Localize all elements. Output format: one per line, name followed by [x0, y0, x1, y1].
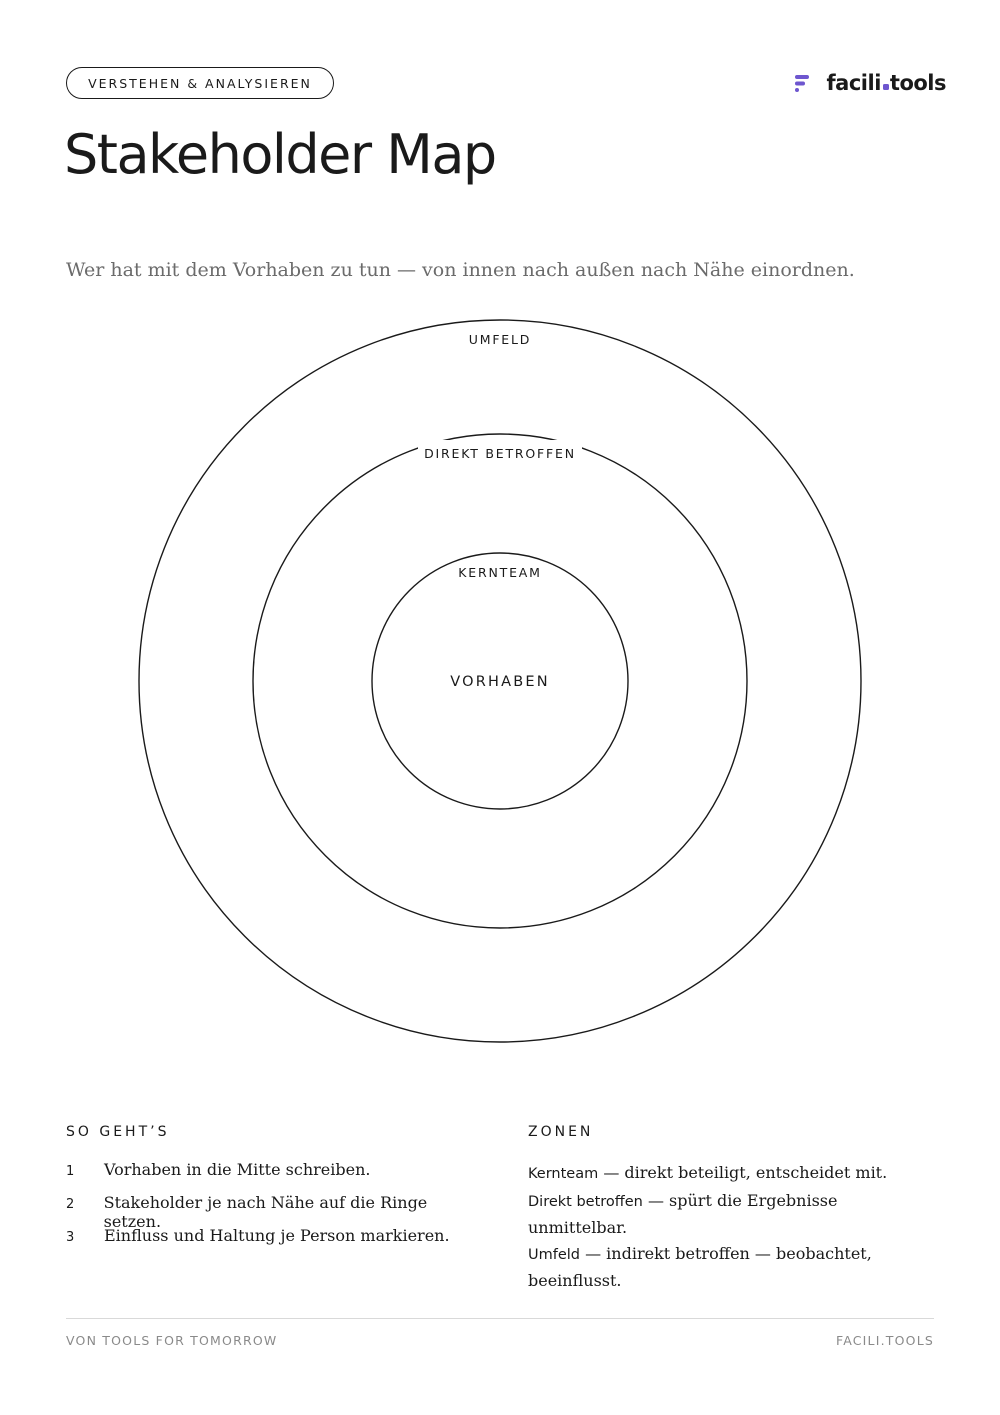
zones-list: [528, 1160, 938, 1294]
how-to-step: [66, 1160, 486, 1193]
brand-name-part2: tools: [889, 71, 946, 95]
step-text: Stakeholder je nach Nähe auf die Ringe setzen.: [103, 1193, 428, 1231]
category-pill: VERSTEHEN & ANALYSIEREN: [66, 67, 334, 99]
step-text: Vorhaben in die Mitte schreiben.: [104, 1160, 371, 1179]
intro-text: Wer hat mit dem Vorhaben zu tun — von innen nach außen nach Nähe einordnen.: [66, 259, 855, 281]
zone-description: — direkt beteiligt, entscheidet mit.: [598, 1163, 888, 1182]
zone-item: [528, 1188, 938, 1241]
step-number: 3: [66, 1230, 75, 1245]
how-to-steps: [66, 1160, 486, 1259]
how-to-step: [66, 1226, 486, 1259]
page-title: Stakeholder Map: [64, 123, 496, 186]
ring-label-kernteam: KERNTEAM: [458, 565, 542, 580]
zone-item: [528, 1160, 938, 1188]
center-label-vorhaben: VORHABEN: [450, 674, 550, 690]
brand-name: [827, 71, 946, 95]
brand-name-part1: facili: [826, 71, 881, 95]
zone-item: [528, 1241, 938, 1294]
facili-logo-icon: [793, 73, 811, 93]
stakeholder-ring-diagram: [0, 300, 1000, 1060]
step-text: Einfluss und Haltung je Person markieren.: [104, 1226, 450, 1245]
step-number: 1: [66, 1164, 75, 1179]
brand-dot: [883, 84, 889, 90]
zone-description: — spürt die Ergebnisse unmittelbar.: [528, 1190, 838, 1237]
footer-site-link[interactable]: FACILI.TOOLS: [835, 1333, 934, 1348]
zone-name: Umfeld: [528, 1246, 580, 1263]
zone-description: — indirekt betroffen — beobachtet, beeinflusst.: [528, 1243, 872, 1290]
footer-credit: VON TOOLS FOR TOMORROW: [66, 1333, 278, 1348]
zones-heading: ZONEN: [528, 1124, 594, 1140]
how-to-step: [66, 1193, 486, 1231]
ring-label-umfeld: UMFELD: [468, 332, 532, 347]
brand-logo[interactable]: [793, 70, 946, 96]
ring-label-direkt-betroffen: DIREKT BETROFFEN: [424, 446, 576, 461]
how-to-heading: SO GEHT’S: [66, 1124, 170, 1140]
step-number: 2: [66, 1197, 75, 1212]
zone-name: Direkt betroffen: [528, 1193, 643, 1210]
zone-name: Kernteam: [528, 1166, 599, 1182]
footer-divider: [66, 1318, 934, 1319]
